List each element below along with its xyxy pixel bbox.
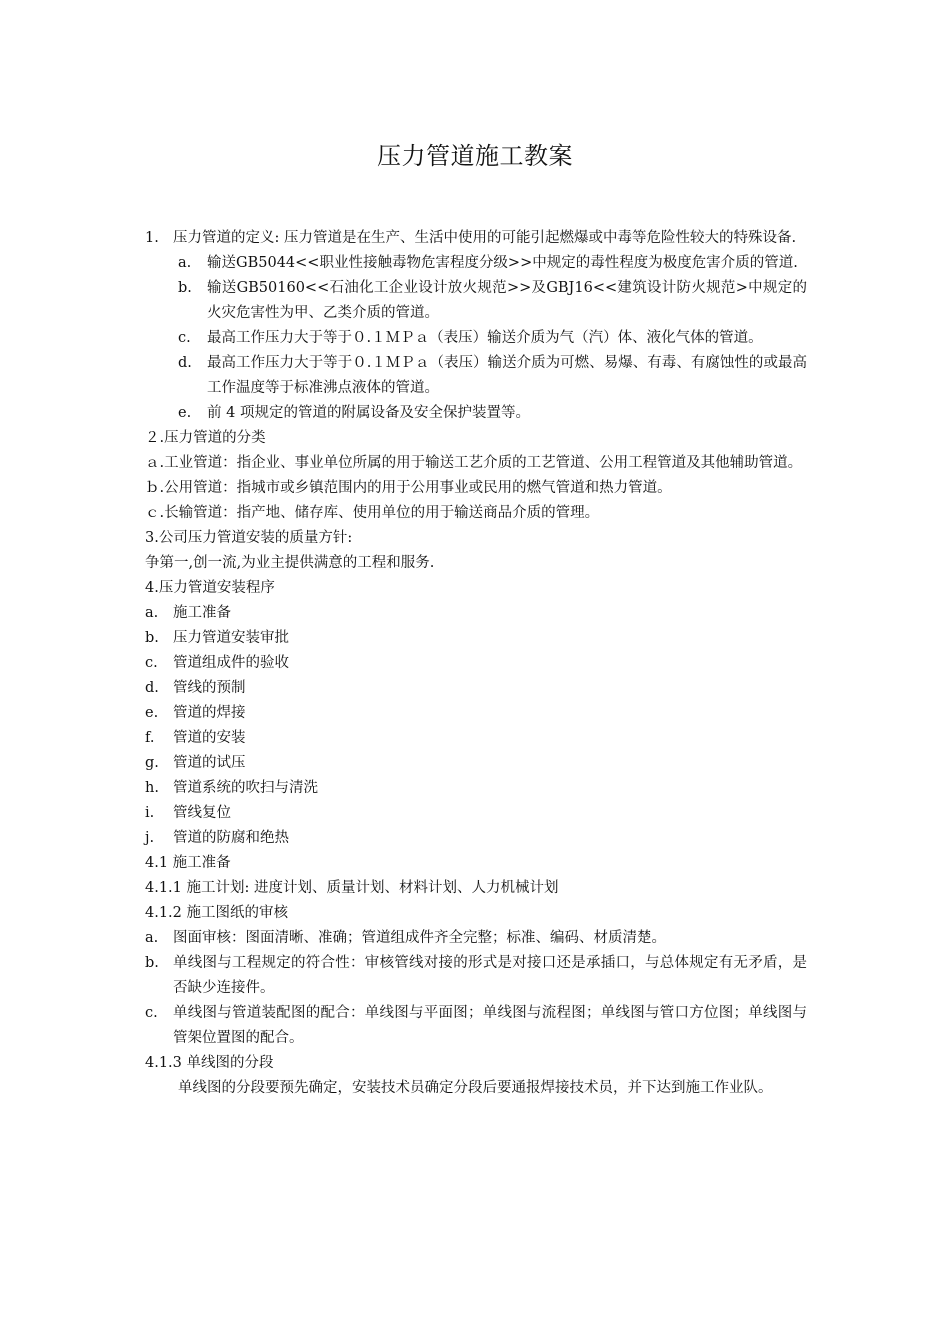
list-text: 管线的预制 bbox=[173, 680, 246, 696]
list-item bbox=[145, 276, 807, 326]
list-label: c. bbox=[178, 330, 191, 346]
list-item bbox=[145, 801, 807, 826]
list-text: 图面审核：图面清晰、准确；管道组成件齐全完整；标准、编码、材质清楚。 bbox=[173, 930, 666, 946]
list-label: 1. bbox=[145, 230, 159, 246]
list-text: 前 4 项规定的管道的附属设备及安全保护装置等。 bbox=[207, 405, 530, 421]
list-label: h. bbox=[145, 780, 159, 796]
list-item bbox=[145, 701, 807, 726]
document-title: 压力管道施工教案 bbox=[377, 142, 573, 170]
list-text: 最高工作压力大于等于０.１ＭＰａ（表压）输送介质为可燃、易爆、有毒、有腐蚀性的或最高工作温度等于标准沸点液体的管道。 bbox=[207, 355, 807, 396]
list-text: 输送GB50160<<石油化工企业设计放火规范>>及GBJ16<<建筑设计防火规范>中规定的火灾危害性为甲、乙类介质的管道。 bbox=[207, 280, 807, 321]
list-label: b. bbox=[145, 630, 159, 646]
list-item bbox=[145, 651, 807, 676]
list-text: 管道的试压 bbox=[173, 755, 246, 771]
section-4-1-3-paragraph: 单线图的分段要预先确定，安装技术员确定分段后要通报焊接技术员，并下达到施工作业队。 bbox=[178, 1080, 773, 1096]
list-label: j. bbox=[145, 830, 155, 846]
list-text: 最高工作压力大于等于０.１ＭＰａ（表压）输送介质为气（汽）体、液化气体的管道。 bbox=[207, 330, 763, 346]
list-text: 管道系统的吹扫与清洗 bbox=[173, 780, 318, 796]
list-label: b. bbox=[178, 280, 192, 296]
section-4-1-1-heading: 4.1.1 施工计划: 进度计划、质量计划、材料计划、人力机械计划 bbox=[145, 880, 559, 896]
section-1-text: 压力管道的定义: 压力管道是在生产、生活中使用的可能引起燃爆或中毒等危险性较大的特殊设备. bbox=[173, 230, 797, 246]
list-label: b. bbox=[145, 955, 159, 971]
list-label: e. bbox=[178, 405, 192, 421]
section-3-text: 争第一,创一流,为业主提供满意的工程和服务. bbox=[145, 555, 435, 571]
section-2-item-a: ａ.工业管道：指企业、事业单位所属的用于输送工艺介质的工艺管道、公用工程管道及其他辅助管道。 bbox=[145, 455, 803, 471]
list-label: a. bbox=[145, 930, 159, 946]
list-label: c. bbox=[145, 1005, 158, 1021]
list-text: 管道的防腐和绝热 bbox=[173, 830, 289, 846]
list-label: c. bbox=[145, 655, 158, 671]
list-label: g. bbox=[145, 755, 159, 771]
list-item bbox=[145, 951, 807, 1001]
list-item bbox=[145, 1001, 807, 1051]
list-label: a. bbox=[178, 255, 192, 271]
list-text: 管道的安装 bbox=[173, 730, 246, 746]
section-2-item-b: ｂ.公用管道：指城市或乡镇范围内的用于公用事业或民用的燃气管道和热力管道。 bbox=[145, 480, 672, 496]
list-item bbox=[145, 676, 807, 701]
list-label: d. bbox=[178, 355, 192, 371]
document-body bbox=[145, 226, 807, 1101]
list-item bbox=[145, 601, 807, 626]
list-item bbox=[145, 776, 807, 801]
list-label: f. bbox=[145, 730, 155, 746]
section-3-heading: 3.公司压力管道安装的质量方针: bbox=[145, 530, 353, 546]
section-2-item-c: ｃ.长输管道：指产地、储存库、使用单位的用于输送商品介质的管理。 bbox=[145, 505, 600, 521]
list-label: d. bbox=[145, 680, 159, 696]
list-text: 管线复位 bbox=[173, 805, 231, 821]
section-4-1-heading: 4.1 施工准备 bbox=[145, 855, 231, 871]
list-label: i. bbox=[145, 805, 155, 821]
list-item bbox=[145, 351, 807, 401]
list-text: 单线图与管道装配图的配合：单线图与平面图；单线图与流程图；单线图与管口方位图；单线图与管架位置图的配合。 bbox=[173, 1005, 807, 1046]
list-label: e. bbox=[145, 705, 159, 721]
section-4-1-3-heading: 4.1.3 单线图的分段 bbox=[145, 1055, 274, 1071]
list-text: 输送GB5044<<职业性接触毒物危害程度分级>>中规定的毒性程度为极度危害介质的管道. bbox=[207, 255, 798, 271]
list-item bbox=[145, 826, 807, 851]
list-item bbox=[145, 751, 807, 776]
list-text: 管道的焊接 bbox=[173, 705, 246, 721]
list-text: 单线图与工程规定的符合性：审核管线对接的形式是对接口还是承插口，与总体规定有无矛盾，是否缺少连接件。 bbox=[173, 955, 807, 996]
list-item bbox=[145, 626, 807, 651]
list-label: a. bbox=[145, 605, 159, 621]
list-item bbox=[145, 726, 807, 751]
list-item bbox=[145, 251, 807, 276]
list-item bbox=[145, 326, 807, 351]
list-item bbox=[145, 926, 807, 951]
section-2-heading: ２.压力管道的分类 bbox=[145, 430, 266, 446]
list-text: 施工准备 bbox=[173, 605, 231, 621]
list-item bbox=[145, 401, 807, 426]
section-4-heading: 4.压力管道安装程序 bbox=[145, 580, 275, 596]
section-1 bbox=[145, 226, 807, 251]
section-4-1-2-heading: 4.1.2 施工图纸的审核 bbox=[145, 905, 289, 921]
list-text: 管道组成件的验收 bbox=[173, 655, 289, 671]
list-text: 压力管道安装审批 bbox=[173, 630, 289, 646]
